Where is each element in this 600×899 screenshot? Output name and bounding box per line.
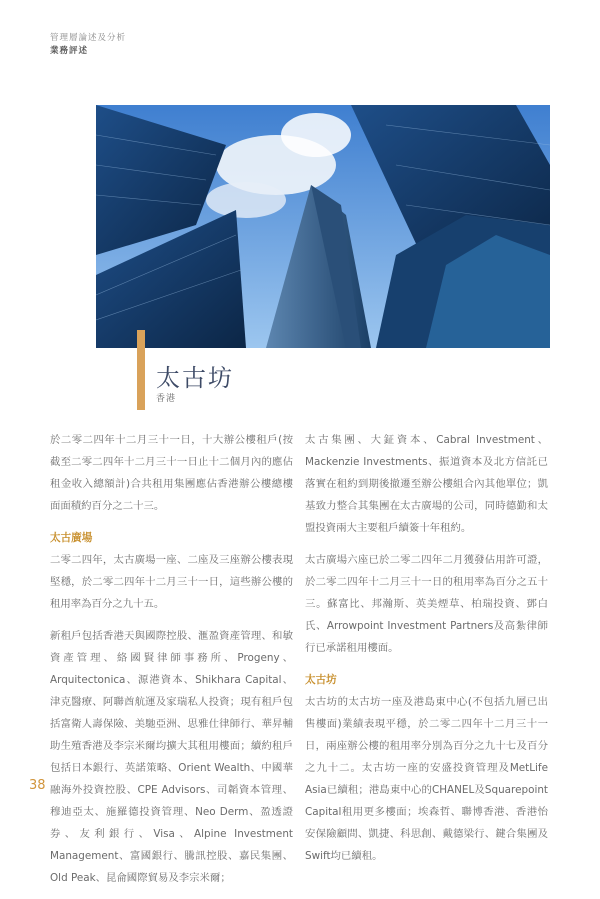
paragraph: 新租戶包括香港天與國際控股、滙盈資產管理、和敏資產管理、絡國賢律師事務所、Progeny、Arquitectonica、源港資本、Shikhara Capital、津克醫療、阿聯酋航運及家瑞私人投資；現有租戶包括富衛人壽保險、美馳亞洲、思雅仕律師行、華昇輔助生殖香港及李宗米爾均擴大其租用樓面；續約租戶包括日本銀行、英諾策略、Orient Wealth、中國華融海外投資控股、CPE Advisors、司韜資本管理、穆迪亞太、施羅德投資管理、Neo Derm、盈透證券、友利銀行、Visa、Alpine Investment Management、富國銀行、騰訊控股、嘉民集團、Old Peak、昆侖國際貿易及李宗米爾； <box>50 630 293 884</box>
page-number: 38 <box>29 778 46 793</box>
paragraph: 太古廣場六座已於二零二四年二月獲發佔用許可證，於二零二四年十二月三十一日的租用率為百分之五十三。蘇富比、邦瀚斯、英美煙草、柏瑞投資、鄧白氏、Arrowpoint Investment Partners及高紮律師行已承諾租用樓面。 <box>305 554 548 654</box>
section-heading: 太古廣場 <box>50 532 93 544</box>
paragraph: 於二零二四年十二月三十一日，十大辦公樓租戶(按截至二零二四年十二月三十一日止十二個月內的應佔租金收入總額計)合共租用集團應佔香港辦公樓總樓面面積約百分之二十三。 <box>50 434 293 512</box>
right-column <box>305 429 548 877</box>
accent-bar <box>137 330 145 410</box>
paragraph: 太古坊的太古坊一座及港島東中心(不包括九層已出售樓面)業績表現平穩，於二零二四年十二月三十一日，兩座辦公樓的租用率分別為百分之九十七及百分之九十二。太古坊一座的安盛投資管理及MetLife Asia已續租；港島東中心的CHANEL及Squarepoint Capital租用更多樓面；埃森哲、聯博香港、香港怡安保險顧問、凱捷、科思創、戴德梁行、鍵合集團及Swift均已續租。 <box>305 696 548 862</box>
section-title: 管理層論述及分析 <box>50 33 127 43</box>
paragraph: 二零二四年，太古廣場一座、二座及三座辦公樓表現堅穩，於二零二四年十二月三十一日，這些辦公樓的租用率為百分之九十五。 <box>50 554 293 610</box>
subsection-title: 業務評述 <box>50 46 89 56</box>
section-heading: 太古坊 <box>305 674 337 686</box>
left-column <box>50 429 293 899</box>
feature-title: 太古坊 <box>156 364 234 392</box>
paragraph: 太古集團、大鉦資本、Cabral Investment、Mackenzie Investments、振道資本及北方信託已落實在租約到期後撤遷至辦公樓組合內其他單位；凱基致力整合其集團在太古廣場的公司，同時德勤和太盟投資兩大主要租戶續簽十年租約。 <box>305 434 548 534</box>
building-photo <box>96 105 550 348</box>
feature-location: 香港 <box>156 394 177 404</box>
